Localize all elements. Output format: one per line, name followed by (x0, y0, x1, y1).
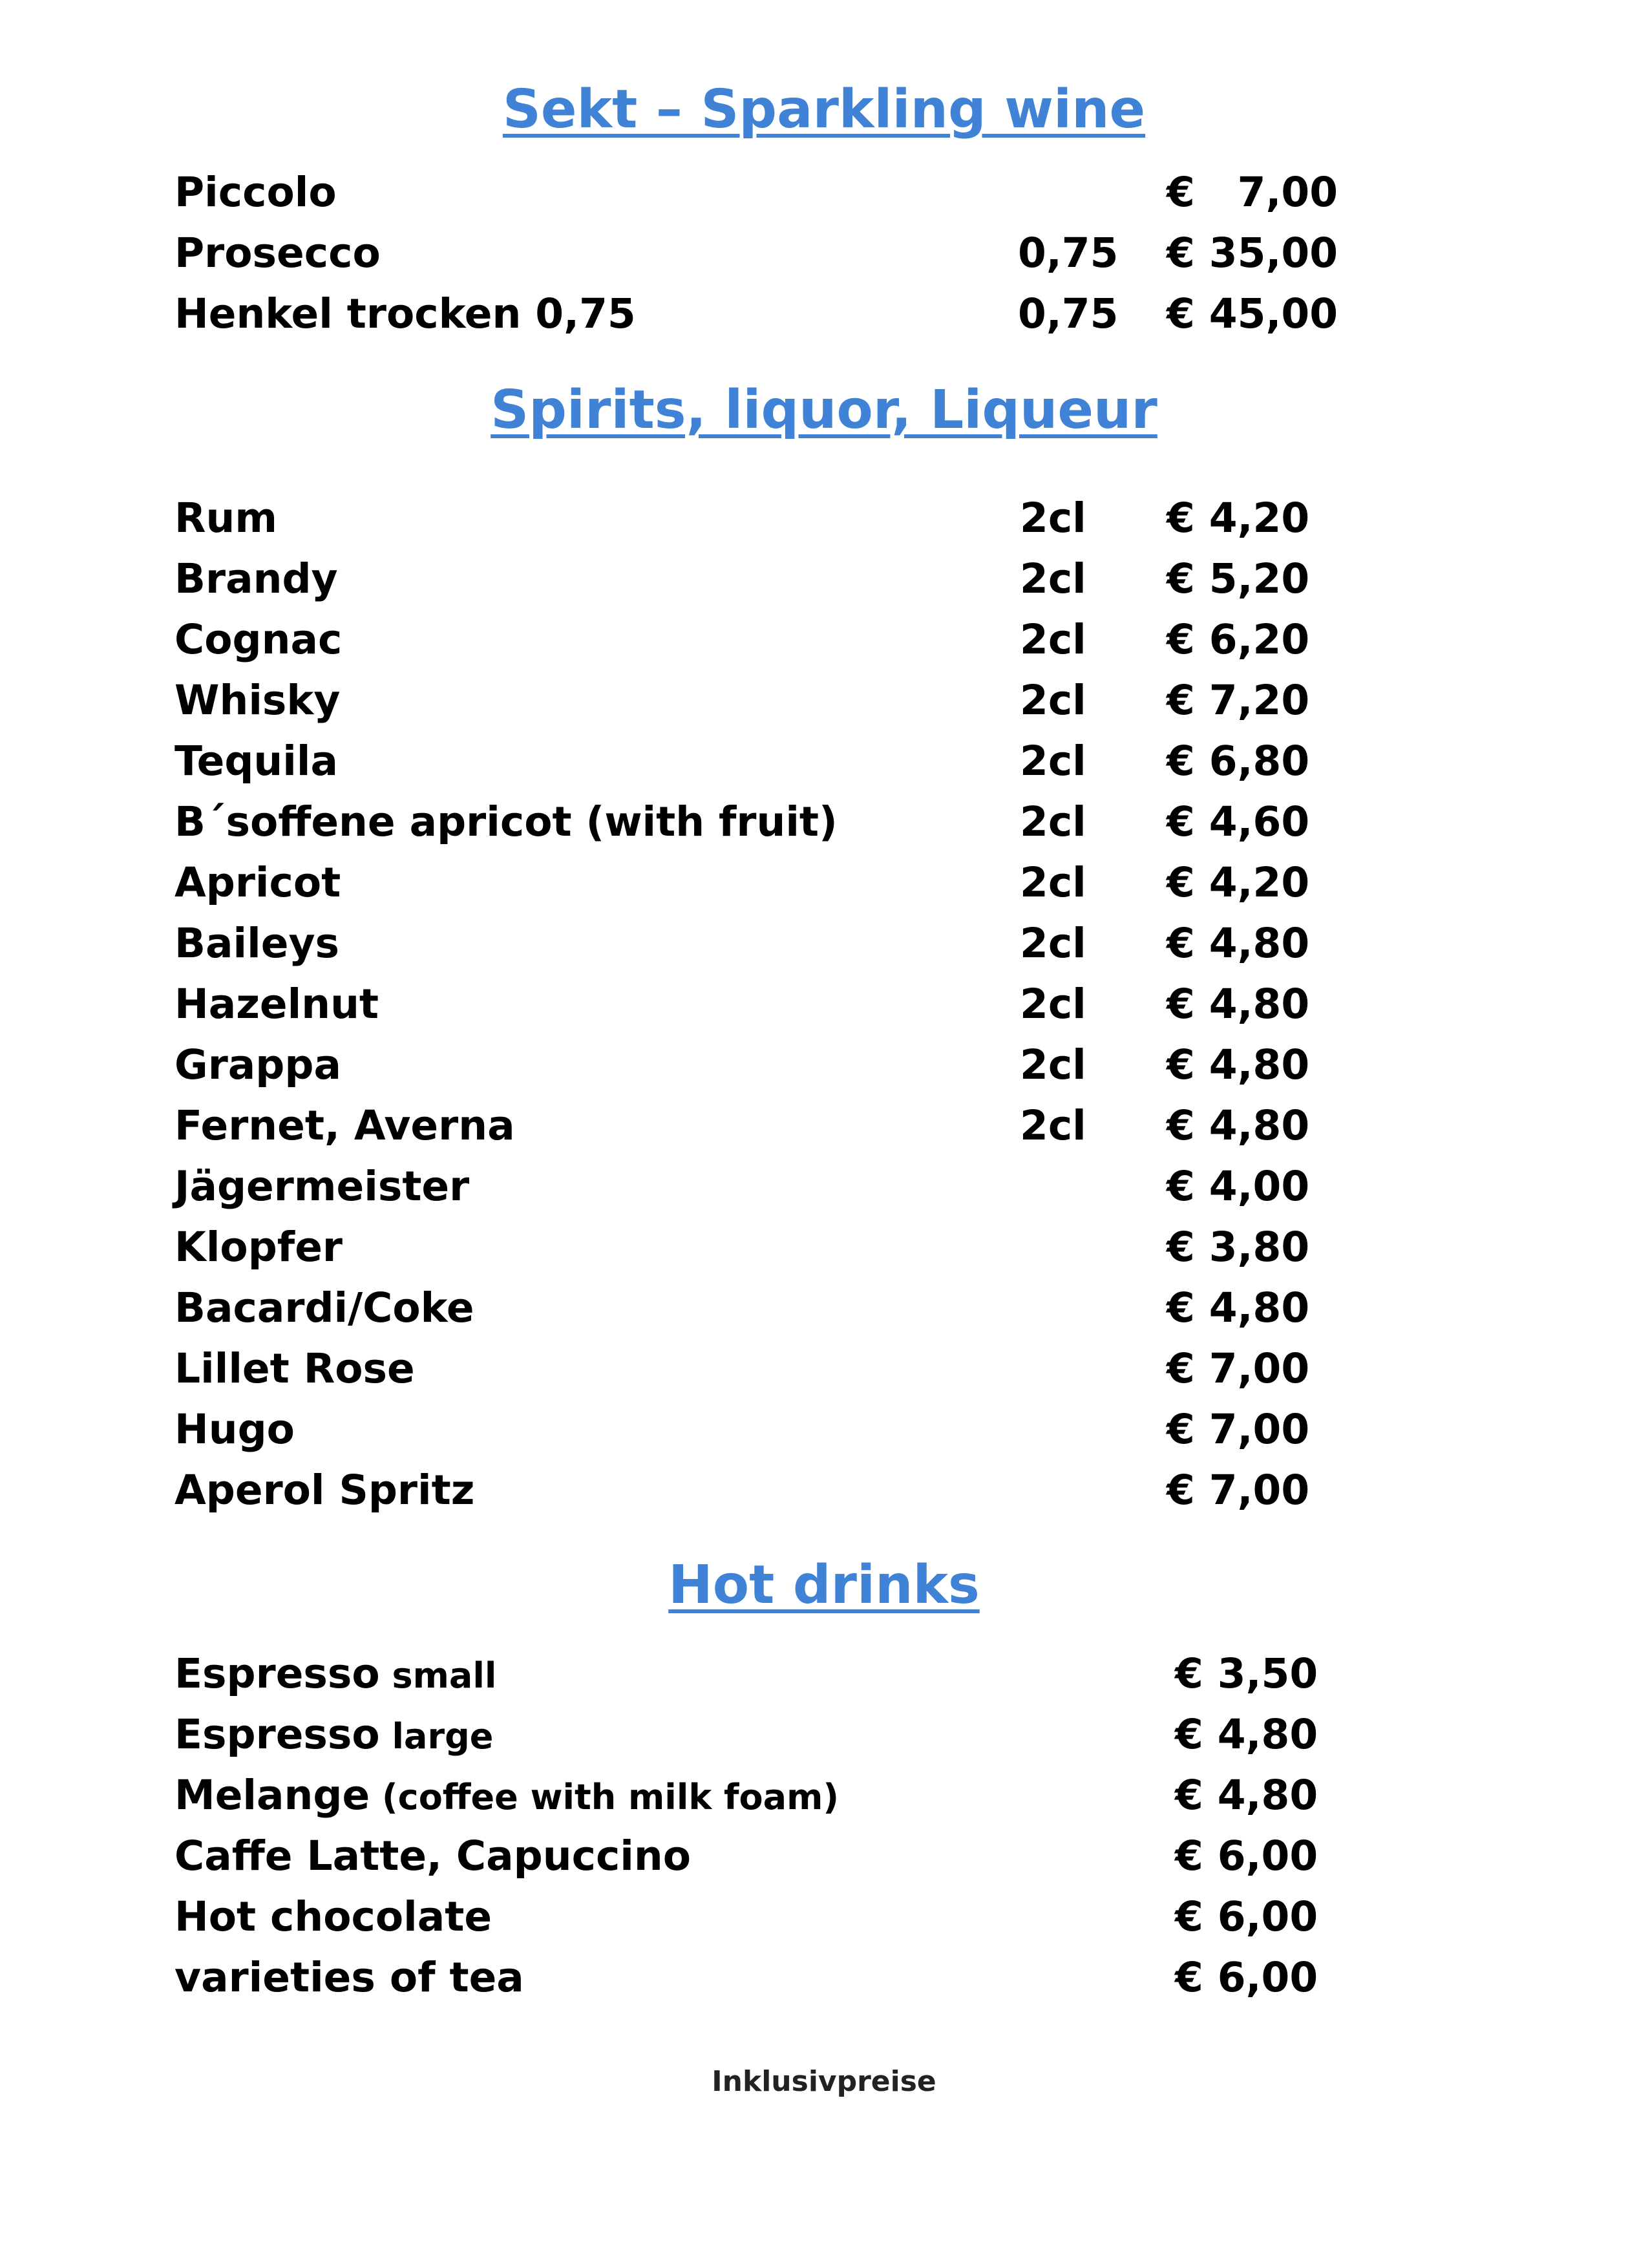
menu-item (0, 1830, 1648, 1882)
item-quantity: 2cl (1020, 677, 1086, 724)
item-name: Lillet Rose (174, 1345, 415, 1392)
section-heading-hot-drinks: Hot drinks (668, 1554, 980, 1616)
item-name-detail: large (379, 1716, 494, 1757)
item-price: € 6,80 (1167, 737, 1310, 785)
item-price: € 7,00 (1167, 1467, 1310, 1514)
menu-item (0, 228, 1648, 279)
item-quantity: 2cl (1020, 616, 1086, 663)
item-name: B´soffene apricot (with fruit) (174, 798, 838, 845)
item-price: € 4,80 (1167, 1041, 1310, 1088)
item-price: € 7,00 (1167, 169, 1338, 216)
item-name-detail: (coffee with milk foam) (370, 1777, 840, 1818)
item-quantity: 2cl (1020, 494, 1086, 542)
item-quantity: 2cl (1020, 555, 1086, 602)
menu-item (0, 493, 1648, 544)
item-name: Whisky (174, 677, 341, 724)
menu-item (0, 1404, 1648, 1456)
menu-item (0, 1100, 1648, 1152)
menu-item (0, 1343, 1648, 1395)
menu-item (0, 1648, 1648, 1700)
item-price: € 4,80 (1175, 1772, 1318, 1819)
item-name: Fernet, Averna (174, 1102, 515, 1149)
menu-item (0, 796, 1648, 848)
item-name: Grappa (174, 1041, 341, 1088)
item-quantity: 2cl (1020, 737, 1086, 785)
item-price: € 4,80 (1167, 980, 1310, 1028)
item-name: Prosecco (174, 229, 381, 277)
menu-item (0, 979, 1648, 1030)
menu-item (0, 1465, 1648, 1516)
menu-item (0, 1952, 1648, 2004)
item-name: Aperol Spritz (174, 1467, 475, 1514)
item-price: € 6,00 (1175, 1954, 1318, 2001)
menu-item (0, 857, 1648, 909)
item-price: € 5,20 (1167, 555, 1310, 602)
item-price: € 4,80 (1167, 920, 1310, 967)
item-quantity: 2cl (1020, 859, 1086, 906)
section-heading-spirits: Spirits, liquor, Liqueur (491, 379, 1157, 441)
item-name: Piccolo (174, 169, 337, 216)
item-name: Hazelnut (174, 980, 379, 1028)
item-name: Jägermeister (174, 1163, 470, 1210)
item-price: € 4,60 (1167, 798, 1310, 845)
menu-item (0, 614, 1648, 666)
item-name: Tequila (174, 737, 338, 785)
menu-item (0, 918, 1648, 970)
item-quantity: 2cl (1020, 798, 1086, 845)
section-heading-sparkling-wine: Sekt – Sparkling wine (502, 79, 1146, 140)
item-price: € 4,80 (1167, 1102, 1310, 1149)
item-price: € 6,00 (1175, 1832, 1318, 1880)
item-name (174, 1648, 496, 1702)
item-name (174, 1770, 839, 1823)
item-quantity: 2cl (1020, 920, 1086, 967)
item-price: € 3,80 (1167, 1224, 1310, 1271)
item-price: € 4,80 (1175, 1711, 1318, 1758)
item-name-main: Espresso (174, 1650, 380, 1697)
item-name-main: Espresso (174, 1711, 380, 1758)
menu-item (0, 675, 1648, 726)
item-price: € 6,00 (1175, 1893, 1318, 1940)
menu-item (0, 1282, 1648, 1334)
item-name: Bacardi/Coke (174, 1284, 474, 1331)
item-price: € 3,50 (1175, 1650, 1318, 1697)
item-name: Apricot (174, 859, 341, 906)
item-name: Hot chocolate (174, 1893, 492, 1940)
item-name: Rum (174, 494, 278, 542)
menu-item (0, 553, 1648, 605)
item-quantity: 0,75 (1018, 290, 1119, 337)
item-quantity: 0,75 (1018, 229, 1119, 277)
item-name: varieties of tea (174, 1954, 524, 2001)
menu-item (0, 1161, 1648, 1213)
item-quantity: 2cl (1020, 980, 1086, 1028)
menu-item (0, 288, 1648, 340)
menu-item (0, 1039, 1648, 1091)
item-price: € 7,20 (1167, 677, 1310, 724)
item-quantity: 2cl (1020, 1041, 1086, 1088)
item-price: € 4,80 (1167, 1284, 1310, 1331)
item-price: € 4,00 (1167, 1163, 1310, 1210)
item-price: € 6,20 (1167, 616, 1310, 663)
item-name: Hugo (174, 1406, 295, 1453)
menu-item (0, 1222, 1648, 1273)
item-name-main: Melange (174, 1772, 370, 1819)
menu-item (0, 1709, 1648, 1761)
item-name (174, 1709, 493, 1763)
item-price: € 7,00 (1167, 1345, 1310, 1392)
item-price: € 7,00 (1167, 1406, 1310, 1453)
item-name: Klopfer (174, 1224, 343, 1271)
item-price: € 4,20 (1167, 494, 1310, 542)
item-price: € 4,20 (1167, 859, 1310, 906)
item-quantity: 2cl (1020, 1102, 1086, 1149)
item-name: Brandy (174, 555, 338, 602)
item-name: Caffe Latte, Capuccino (174, 1832, 692, 1880)
item-name: Baileys (174, 920, 340, 967)
menu-item (0, 736, 1648, 787)
item-name: Cognac (174, 616, 343, 663)
item-price: € 45,00 (1167, 290, 1338, 337)
menu-item (0, 167, 1648, 218)
menu-item (0, 1770, 1648, 1821)
menu-item (0, 1891, 1648, 1943)
item-name-detail: small (379, 1655, 497, 1696)
footer-note: Inklusivpreise (712, 2065, 936, 2098)
item-name: Henkel trocken 0,75 (174, 290, 636, 337)
item-price: € 35,00 (1167, 229, 1338, 277)
